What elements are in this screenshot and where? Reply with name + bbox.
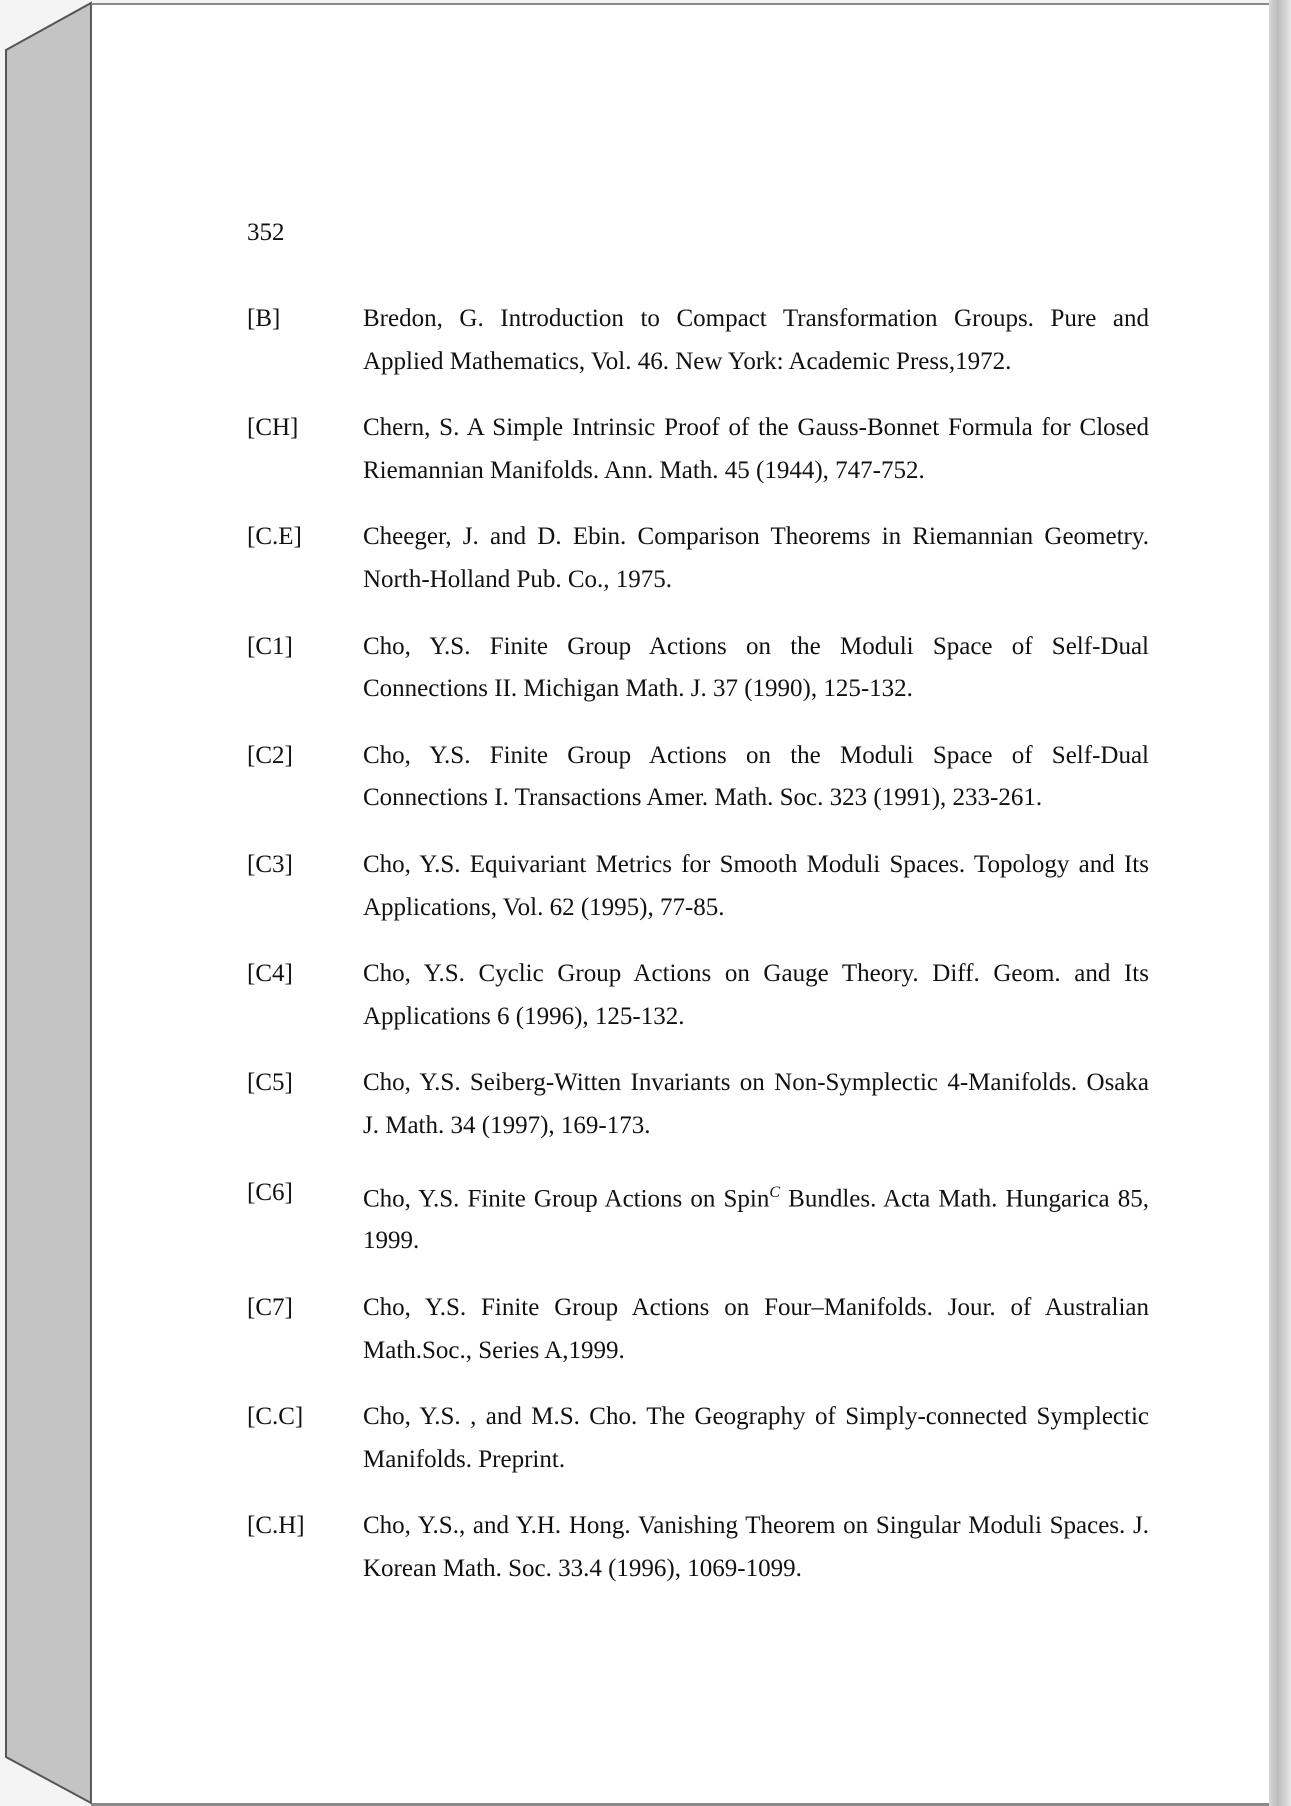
reference-item: [247, 735, 1149, 820]
reference-text: [363, 1172, 1149, 1264]
reference-label: [C.H]: [247, 1512, 305, 1540]
page-number: 352: [247, 219, 285, 246]
reference-item: [247, 953, 1149, 1038]
page-edge-shadow: [1269, 0, 1291, 1806]
reference-text: Cheeger, J. and D. Ebin. Comparison Theorems in Riemannian Geometry. North-Holland Pub. Co., 1975.: [363, 523, 1149, 593]
reference-item: [247, 1172, 1149, 1264]
reference-text-part: Cho, Y.S. Finite Group Actions on Spin: [363, 1184, 770, 1212]
reference-label: [C4]: [247, 960, 293, 988]
reference-label: [C7]: [247, 1294, 293, 1322]
reference-text: Cho, Y.S. Cyclic Group Actions on Gauge Theory. Diff. Geom. and Its Applications 6 (1996), 125-132.: [363, 960, 1149, 1030]
reference-item: [247, 1287, 1149, 1372]
reference-text: Cho, Y.S. Seiberg-Witten Invariants on Non-Symplectic 4-Manifolds. Osaka J. Math. 34 (1997), 169-173.: [363, 1069, 1149, 1139]
reference-label: [CH]: [247, 414, 299, 442]
reference-text-part: Bundles. Acta Math. Hungarica 85, 1999.: [363, 1184, 1149, 1255]
superscript: C: [769, 1183, 781, 1201]
reference-text: Chern, S. A Simple Intrinsic Proof of the Gauss-Bonnet Formula for Closed Riemannian Manifolds. Ann. Math. 45 (1944), 747-752.: [363, 414, 1149, 484]
book-spine: [0, 0, 95, 1806]
reference-text: Cho, Y.S. Finite Group Actions on the Moduli Space of Self-Dual Connections II. Michigan Math. J. 37 (1990), 125-132.: [363, 632, 1149, 703]
reference-label: [C.C]: [247, 1403, 304, 1431]
reference-text: Cho, Y.S., and Y.H. Hong. Vanishing Theorem on Singular Moduli Spaces. J. Korean Math. Soc. 33.4 (1996), 1069-1099.: [363, 1512, 1149, 1582]
reference-label: [C6]: [247, 1178, 293, 1206]
reference-text: Cho, Y.S. Finite Group Actions on Four–Manifolds. Jour. of Australian Math.Soc., Series A,1999.: [363, 1294, 1149, 1364]
reference-item: [247, 298, 1149, 383]
reference-item: [247, 516, 1149, 601]
reference-item: [247, 626, 1149, 711]
reference-item: [247, 844, 1149, 929]
reference-list: [247, 298, 1149, 1615]
reference-item: [247, 1396, 1149, 1481]
reference-item: [247, 1505, 1149, 1590]
reference-item: [247, 407, 1149, 492]
reference-label: [C2]: [247, 741, 293, 769]
reference-text: Cho, Y.S. Equivariant Metrics for Smooth Moduli Spaces. Topology and Its Applications, Vol. 62 (1995), 77-85.: [363, 850, 1149, 921]
reference-text: Cho, Y.S. Finite Group Actions on the Moduli Space of Self-Dual Connections I. Transactions Amer. Math. Soc. 323 (1991), 233-261.: [363, 741, 1149, 812]
reference-label: [C5]: [247, 1069, 293, 1097]
reference-label: [C1]: [247, 632, 293, 660]
reference-label: [C3]: [247, 850, 293, 878]
reference-text: Cho, Y.S. , and M.S. Cho. The Geography of Simply-connected Symplectic Manifolds. Preprint.: [363, 1403, 1149, 1473]
reference-label: [B]: [247, 305, 281, 332]
reference-text: Bredon, G. Introduction to Compact Transformation Groups. Pure and Applied Mathematics, Vol. 46. New York: Academic Press,1972.: [363, 305, 1149, 375]
reference-label: [C.E]: [247, 523, 302, 551]
reference-item: [247, 1062, 1149, 1147]
